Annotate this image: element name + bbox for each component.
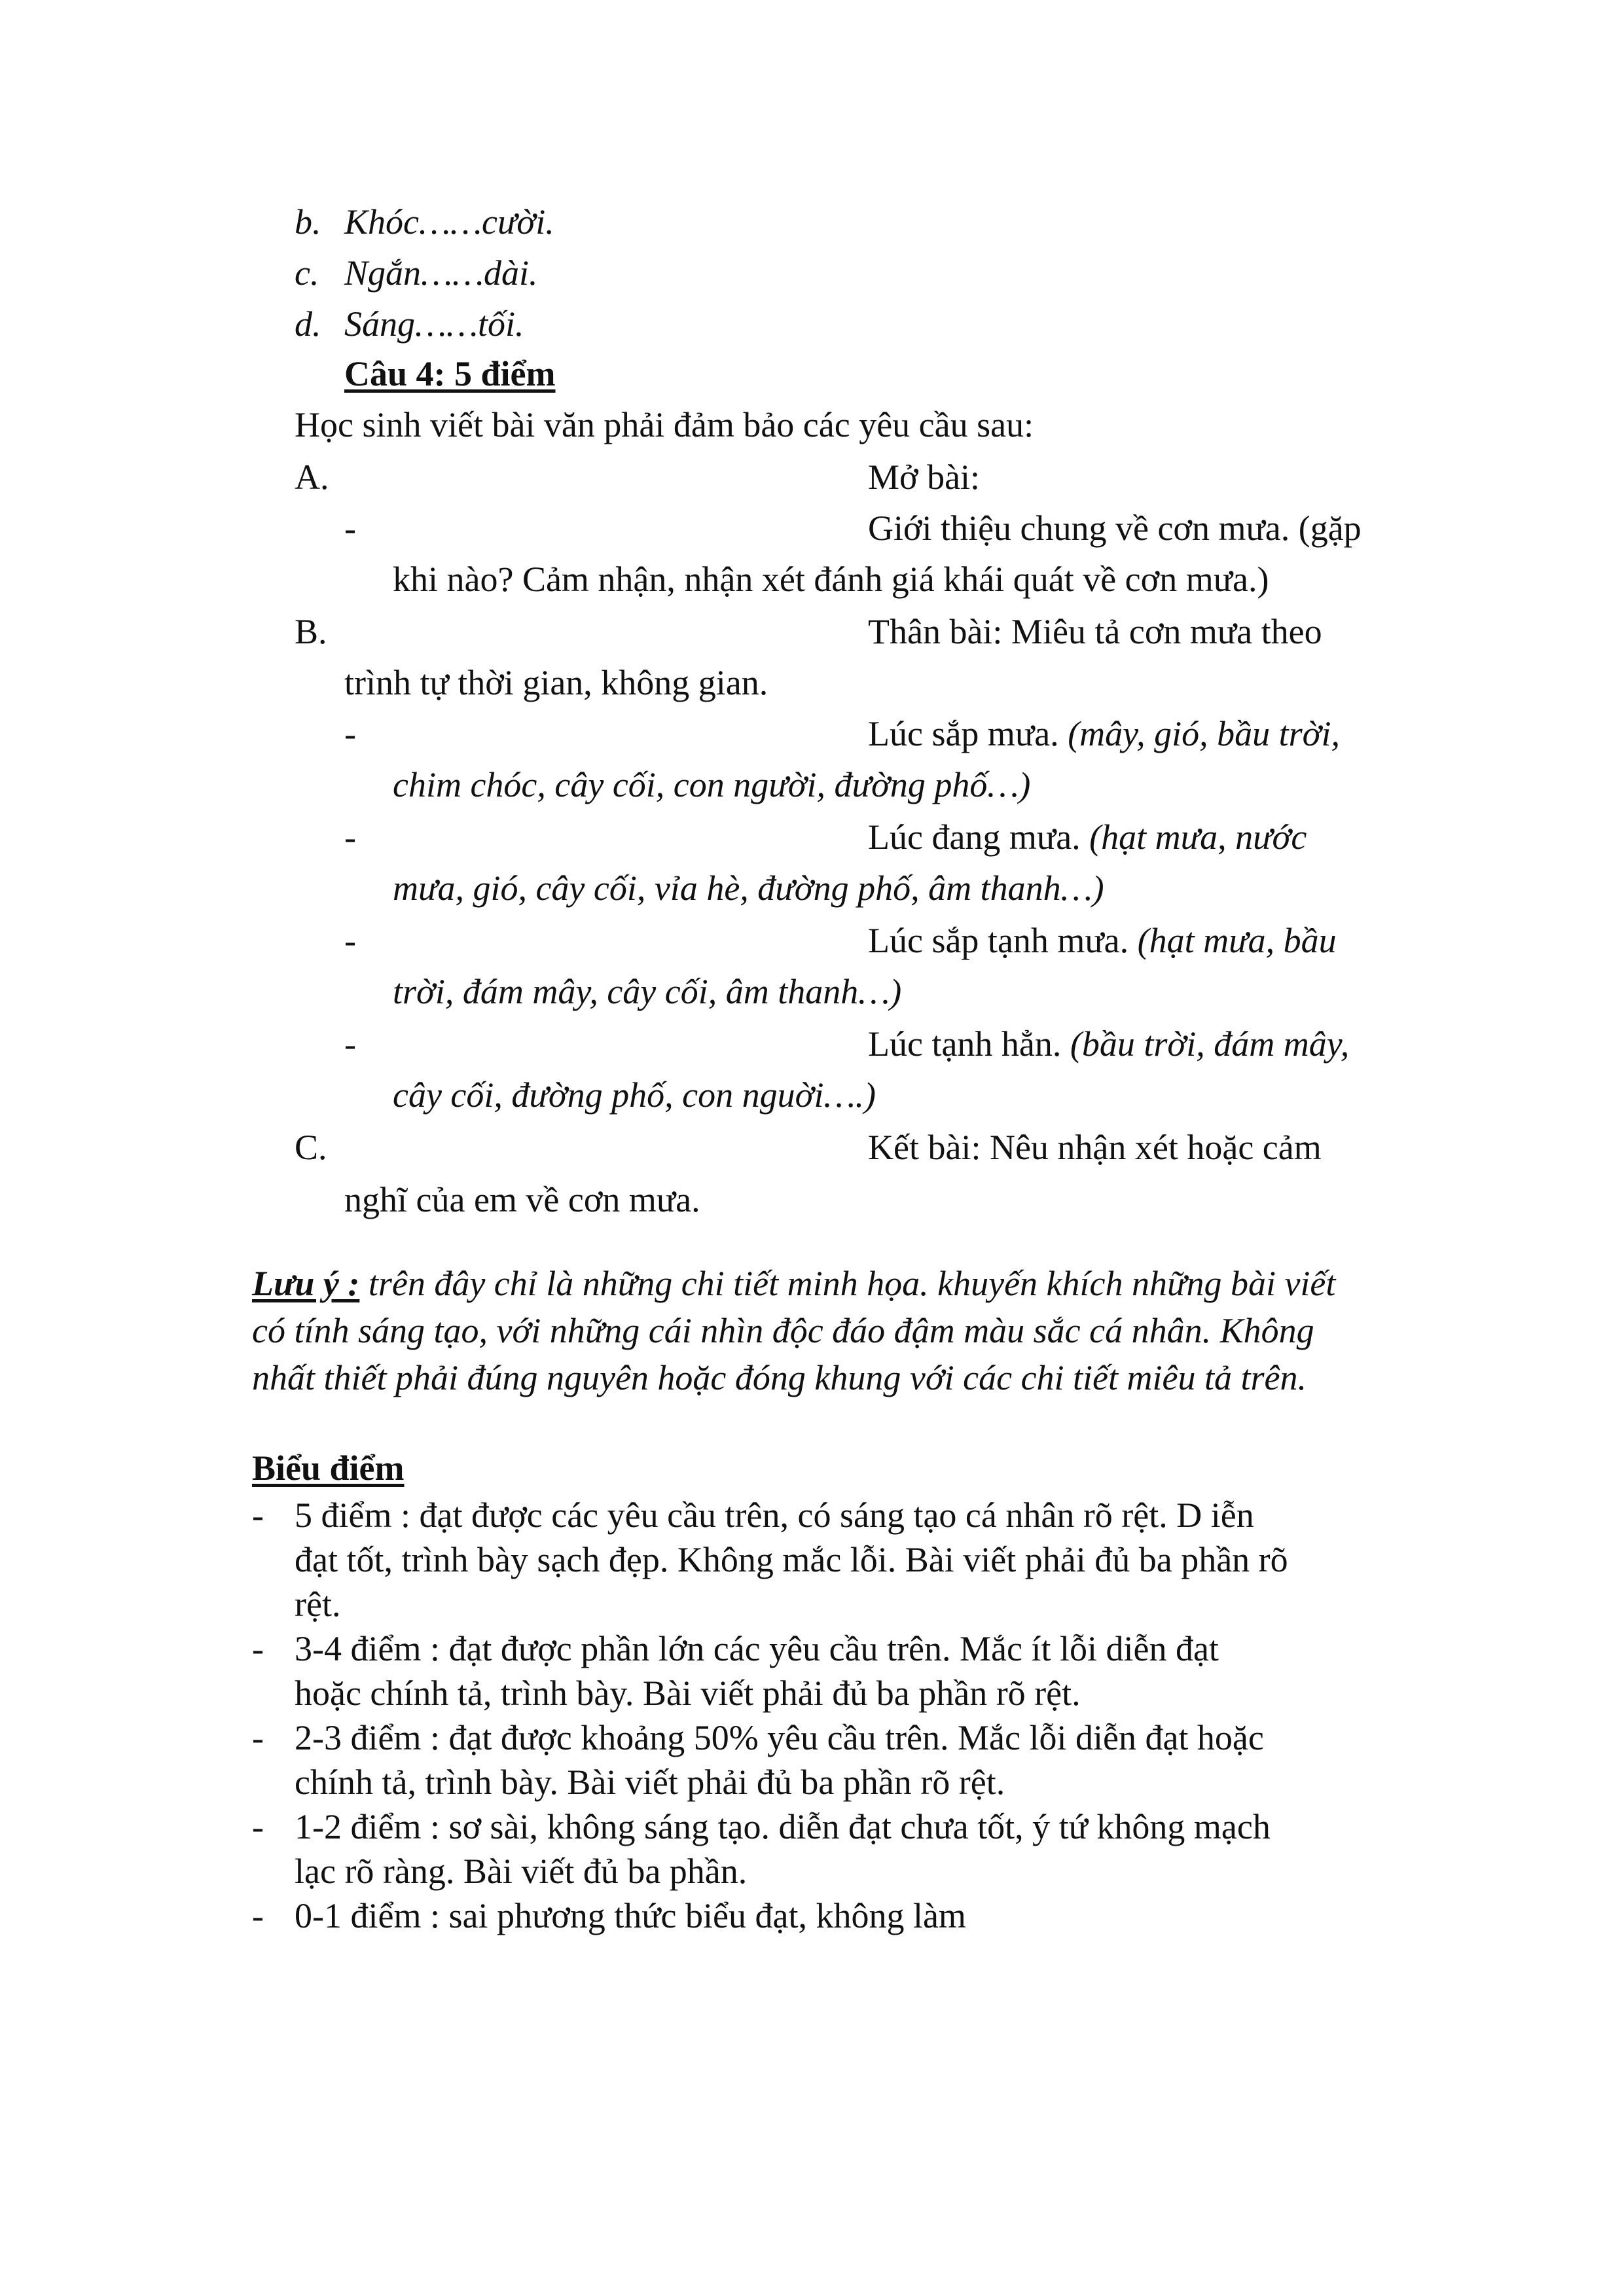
bullet-detail: (hạt mưa, bầu bbox=[1137, 921, 1337, 960]
section-a-title: Mở bài: bbox=[868, 457, 981, 497]
section-b-title-cont: trình tự thời gian, không gian. bbox=[344, 663, 768, 702]
rubric-entry-1-line1: 5 điểm : đạt được các yêu cầu trên, có sáng tạo cá nhân rõ rệt. D iễn bbox=[295, 1496, 1254, 1535]
rubric-entry-1-line2: đạt tốt, trình bày sạch đẹp. Không mắc lỗi. Bài viết phải đủ ba phần rõ bbox=[295, 1540, 1288, 1579]
section-b-bullet-4-dash: - bbox=[344, 1024, 356, 1064]
section-b-bullet-1-line1 bbox=[868, 712, 1340, 755]
section-b-bullet-2-line2: mưa, gió, cây cối, vỉa hè, đường phố, âm thanh…) bbox=[393, 869, 1104, 908]
note-line1 bbox=[252, 1262, 1335, 1305]
section-c-title-cont: nghĩ của em về cơn mưa. bbox=[344, 1180, 700, 1219]
section-b-title: Thân bài: Miêu tả cơn mưa theo bbox=[868, 612, 1322, 651]
rubric-entry-4-line1: 1-2 điểm : sơ sài, không sáng tạo. diễn đạt chưa tốt, ý tứ không mạch bbox=[295, 1807, 1271, 1846]
rubric-entry-5-dash: - bbox=[252, 1896, 264, 1935]
section-c-label: C. bbox=[295, 1128, 327, 1167]
item-d-label: d. bbox=[295, 304, 321, 344]
rubric-entry-3-line1: 2-3 điểm : đạt được khoảng 50% yêu cầu trên. Mắc lỗi diễn đạt hoặc bbox=[295, 1718, 1264, 1757]
rubric-heading: Biểu điểm bbox=[252, 1448, 405, 1488]
rubric-entry-2-line2: hoặc chính tả, trình bày. Bài viết phải đủ ba phần rõ rệt. bbox=[295, 1674, 1081, 1713]
item-b-label: b. bbox=[295, 202, 321, 242]
item-c-label: c. bbox=[295, 253, 319, 293]
item-b-text: Khóc……cười. bbox=[344, 202, 554, 242]
section-b-bullet-3-line1 bbox=[868, 919, 1337, 962]
section-b-bullet-4-line1 bbox=[868, 1022, 1349, 1066]
section-a-label: A. bbox=[295, 457, 329, 497]
cau4-heading: Câu 4: 5 điểm bbox=[344, 354, 556, 393]
section-a-dash: - bbox=[344, 509, 356, 548]
bullet-lead: Lúc đang mưa. bbox=[868, 817, 1081, 857]
rubric-entry-1-dash: - bbox=[252, 1496, 264, 1535]
bullet-lead: Lúc tạnh hẳn. bbox=[868, 1024, 1062, 1064]
rubric-entry-2-line1: 3-4 điểm : đạt được phần lớn các yêu cầu trên. Mắc ít lỗi diễn đạt bbox=[295, 1629, 1219, 1668]
bullet-detail: (mây, gió, bầu trời, bbox=[1068, 714, 1340, 753]
bullet-detail: (hạt mưa, nước bbox=[1089, 817, 1307, 857]
rubric-entry-3-line2: chính tả, trình bày. Bài viết phải đủ ba phần rõ rệt. bbox=[295, 1763, 1005, 1802]
section-b-bullet-2-dash: - bbox=[344, 817, 356, 857]
bullet-lead: Lúc sắp tạnh mưa. bbox=[868, 921, 1129, 960]
note-line3: nhất thiết phải đúng nguyên hoặc đóng khung với các chi tiết miêu tả trên. bbox=[252, 1358, 1307, 1397]
rubric-entry-3-dash: - bbox=[252, 1718, 264, 1757]
section-b-bullet-3-dash: - bbox=[344, 921, 356, 960]
section-a-bullet-line2: khi nào? Cảm nhận, nhận xét đánh giá khái quát về cơn mưa.) bbox=[393, 560, 1269, 599]
section-b-label: B. bbox=[295, 612, 327, 651]
section-a-bullet-line1: Giới thiệu chung về cơn mưa. (gặp bbox=[868, 509, 1362, 548]
section-b-bullet-4-line2: cây cối, đường phố, con nguời….) bbox=[393, 1075, 876, 1115]
section-b-bullet-1-line2: chim chóc, cây cối, con người, đường phố…) bbox=[393, 765, 1031, 804]
note-label: Lưu ý : bbox=[252, 1264, 360, 1303]
section-c-title: Kết bài: Nêu nhận xét hoặc cảm bbox=[868, 1128, 1322, 1167]
rubric-entry-2-dash: - bbox=[252, 1629, 264, 1668]
item-d-text: Sáng……tối. bbox=[344, 304, 524, 344]
note-line2: có tính sáng tạo, với những cái nhìn độc đáo đậm màu sắc cá nhân. Không bbox=[252, 1311, 1314, 1350]
section-b-bullet-2-line1 bbox=[868, 816, 1307, 859]
section-b-bullet-3-line2: trời, đám mây, cây cối, âm thanh…) bbox=[393, 972, 902, 1011]
bullet-lead: Lúc sắp mưa. bbox=[868, 714, 1059, 753]
section-b-bullet-1-dash: - bbox=[344, 714, 356, 753]
bullet-detail: (bầu trời, đám mây, bbox=[1070, 1024, 1350, 1064]
note-text: trên đây chỉ là những chi tiết minh họa. khuyến khích những bài viết bbox=[368, 1264, 1336, 1303]
item-c-text: Ngắn……dài. bbox=[344, 253, 538, 293]
rubric-entry-1-line3: rệt. bbox=[295, 1585, 341, 1624]
cau4-intro: Học sinh viết bài văn phải đảm bảo các yêu cầu sau: bbox=[295, 405, 1034, 444]
rubric-entry-4-line2: lạc rõ ràng. Bài viết đủ ba phần. bbox=[295, 1852, 748, 1891]
rubric-entry-4-dash: - bbox=[252, 1807, 264, 1846]
rubric-entry-5-line1: 0-1 điểm : sai phương thức biểu đạt, không làm bbox=[295, 1896, 966, 1935]
